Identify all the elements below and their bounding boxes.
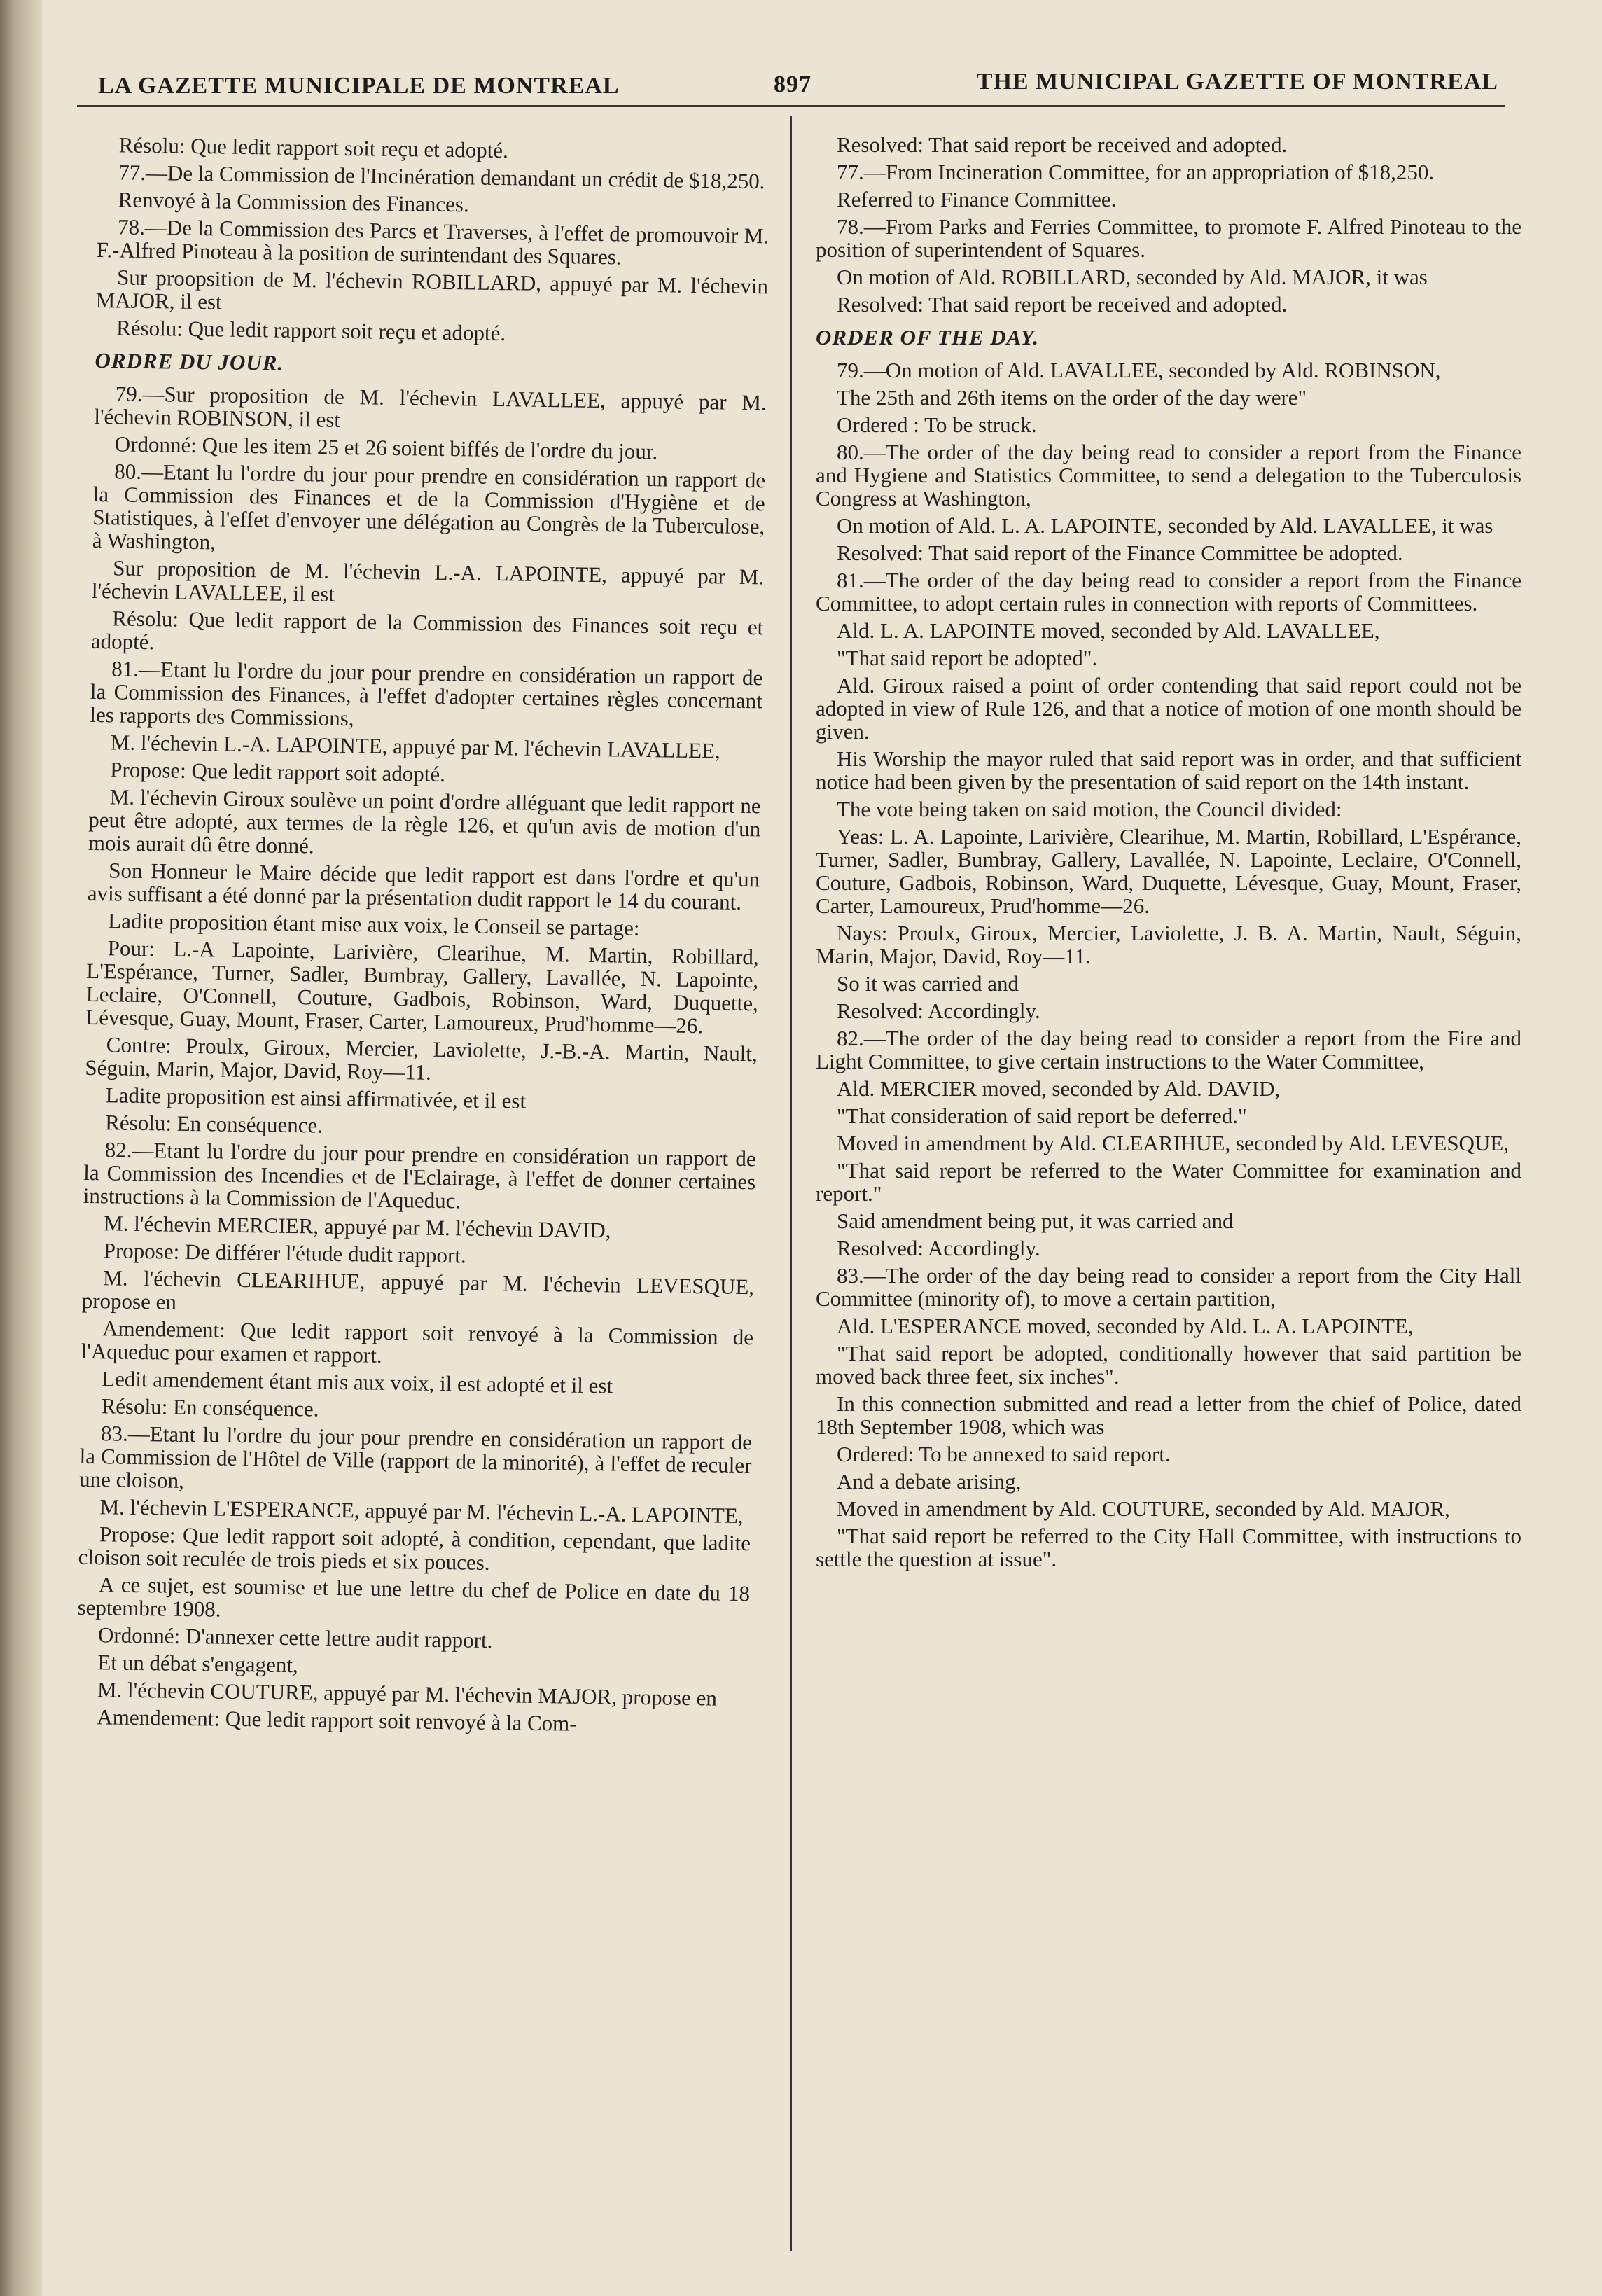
french-paragraph: M. l'échevin Giroux soulève un point d'ordre alléguant que ledit rapport ne peut être adopté, aux termes de la règle 126, et qu'un avis de motion d'un mois aurait dû être donné. (88, 784, 761, 858)
english-paragraph: "That said report be referred to the Water Committee for examination and report." (816, 1158, 1521, 1206)
header-rule (77, 105, 1505, 107)
french-paragraph: 82.—Etant lu l'ordre du jour pour prendre en considération un rapport de la Commission des Incendies et de l'Eclairage, à l'effet de donner certaines instructions à la Commission de l'Aqueduc. (83, 1137, 756, 1213)
english-paragraph: 83.—The order of the day being read to consider a report from the City Hall Committee (minority of), to move a certain partition, (816, 1263, 1521, 1311)
english-paragraph: Ald. L. A. LAPOINTE moved, seconded by Ald. LAVALLEE, (837, 618, 1380, 643)
english-paragraph: In this connection submitted and read a letter from the chief of Police, dated 18th September 1908, which was (816, 1391, 1521, 1439)
english-paragraph: 79.—On motion of Ald. LAVALLEE, seconded by Ald. ROBINSON, (837, 358, 1441, 382)
header-french-title: LA GAZETTE MUNICIPALE DE MONTREAL (98, 73, 620, 99)
english-paragraph: So it was carried and (837, 971, 1019, 996)
english-paragraph: "That consideration of said report be deferred." (837, 1104, 1247, 1128)
french-paragraph: M. l'échevin MERCIER, appuyé par M. l'échevin DAVID, (104, 1211, 611, 1243)
english-paragraph: Referred to Finance Committee. (837, 187, 1117, 211)
french-paragraph: ORDRE DU JOUR. (95, 347, 284, 375)
english-paragraph: 81.—The order of the day being read to consider a report from the Finance Committee, to adopt certain rules in connection with reports of Committees. (816, 568, 1521, 615)
french-paragraph: Renvoyé à la Commission des Finances. (118, 187, 469, 217)
french-paragraph: Ordonné: Que les item 25 et 26 soient biffés de l'ordre du jour. (114, 431, 658, 464)
english-paragraph: Ald. Giroux raised a point of order contending that said report could not be adopted in view of Rule 126, and that a notice of motion of one month should be given. (816, 673, 1521, 744)
english-paragraph: 80.—The order of the day being read to consider a report from the Finance and Hygiene and Statistics Committee, to send a delegation to the Tuberculosis Congress at Washington, (816, 440, 1521, 510)
french-paragraph: Ordonné: D'annexer cette lettre audit rapport. (97, 1622, 493, 1653)
header-english-title: THE MUNICIPAL GAZETTE OF MONTREAL (976, 69, 1498, 95)
english-paragraph: 82.—The order of the day being read to consider a report from the Fire and Light Committee, to give certain instructions to the Water Committee, (816, 1026, 1521, 1073)
french-paragraph: 77.—De la Commission de l'Incinération demandant un crédit de $18,250. (118, 160, 765, 194)
french-paragraph: Résolu: Que ledit rapport soit reçu et adopté. (118, 132, 509, 163)
french-paragraph: Contre: Proulx, Giroux, Mercier, Laviolette, J.-B.-A. Martin, Nault, Séguin, Marin, Major, David, Roy—11. (85, 1032, 758, 1085)
english-paragraph: Resolved: That said report be received and adopted. (837, 132, 1288, 157)
english-paragraph: Said amendment being put, it was carried and (837, 1209, 1234, 1233)
english-column (816, 133, 1521, 1575)
french-paragraph: Amendement: Que ledit rapport soit renvoyé à la Commission de l'Aqueduc pour examen et rapport. (81, 1316, 754, 1368)
english-paragraph: Moved in amendment by Ald. COUTURE, seconded by Ald. MAJOR, (837, 1496, 1450, 1521)
french-paragraph: A ce sujet, est soumise et lue une lettre du chef de Police en date du 18 septembre 1908. (77, 1572, 751, 1622)
english-paragraph: "That said report be adopted". (837, 646, 1098, 670)
french-paragraph: Résolu: Que ledit rapport soit reçu et adopté. (116, 315, 506, 346)
english-paragraph: On motion of Ald. L. A. LAPOINTE, seconded by Ald. LAVALLEE, it was (837, 513, 1493, 538)
english-paragraph: Ald. MERCIER moved, seconded by Ald. DAVID, (837, 1076, 1281, 1101)
french-paragraph: Propose: De différer l'étude dudit rapport. (103, 1238, 467, 1268)
french-paragraph: Ledit amendement étant mis aux voix, il est adopté et il est (101, 1366, 613, 1398)
french-paragraph: M. l'échevin CLEARIHUE, appuyé par M. l'échevin LEVESQUE, propose en (81, 1265, 755, 1314)
english-paragraph: Ordered : To be struck. (837, 412, 1037, 437)
english-paragraph: Resolved: That said report be received and adopted. (837, 292, 1288, 316)
french-paragraph: Et un débat s'engagent, (97, 1650, 298, 1678)
french-paragraph: Propose: Que ledit rapport soit adopté, à condition, cependant, que ladite cloison soit reculée de trois pieds et six pouces. (78, 1522, 751, 1575)
french-paragraph: Son Honneur le Maire décide que ledit rapport est dans l'ordre et qu'un avis suffisant a été donné par la présentation dudit rapport le 14 du courant. (87, 858, 760, 914)
english-paragraph: On motion of Ald. ROBILLARD, seconded by Ald. MAJOR, it was (837, 265, 1428, 289)
english-paragraph: Ordered: To be annexed to said report. (837, 1442, 1171, 1466)
english-paragraph: Resolved: Accordingly. (837, 999, 1040, 1023)
french-paragraph: Résolu: En conséquence. (105, 1110, 323, 1138)
english-paragraph: And a debate arising, (837, 1469, 1022, 1494)
french-paragraph: M. l'échevin L'ESPERANCE, appuyé par M. l'échevin L.-A. LAPOINTE, (99, 1494, 744, 1529)
french-paragraph: 83.—Etant lu l'ordre du jour pour prendre en considération un rapport de la Commission de l'Hôtel de Ville (rapport de la minorité), à l'effet de reculer une cloison, (78, 1421, 753, 1493)
french-column (76, 133, 770, 1741)
english-paragraph: "That said report be referred to the City Hall Committee, with instructions to settle the question at issue". (816, 1524, 1521, 1571)
english-paragraph: Nays: Proulx, Giroux, Mercier, Laviolette, J. B. A. Martin, Nault, Séguin, Marin, Major, David, Roy—11. (816, 921, 1521, 968)
french-paragraph: Pour: L.-A Lapointe, Larivière, Clearihue, M. Martin, Robillard, L'Espérance, Turner, Sadler, Bumbray, Gallery, Lavallée, N. Lapointe, Leclaire, O'Connell, Couture, Gadbois, Robinson, Ward, Duquette, Lévesque, Guay, Mount, Fraser, Carter, Lamoureux, Prud'homme—26. (85, 935, 759, 1038)
column-divider (790, 116, 792, 2251)
english-paragraph: Resolved: Accordingly. (837, 1236, 1040, 1260)
french-paragraph: M. l'échevin COUTURE, appuyé par M. l'échevin MAJOR, propose en (97, 1677, 718, 1711)
english-paragraph: ORDER OF THE DAY. (816, 325, 1040, 349)
english-paragraph: His Worship the mayor ruled that said report was in order, and that sufficient notice had been given by the presentation of said report on the 14th instant. (816, 746, 1521, 794)
french-paragraph: Propose: Que ledit rapport soit adopté. (110, 757, 446, 787)
french-paragraph: 78.—De la Commission des Parcs et Traverses, à l'effet de promouvoir M. F.-Alfred Pinoteau à la position de surintendant des Squares. (96, 214, 769, 270)
english-paragraph: The vote being taken on said motion, the Council divided: (837, 797, 1342, 821)
french-paragraph: 79.—Sur proposition de M. l'échevin LAVALLEE, appuyé par M. l'échevin ROBINSON, il est (94, 381, 767, 432)
french-paragraph: Résolu: En conséquence. (101, 1393, 319, 1421)
french-paragraph: Amendement: Que ledit rapport soit renvoyé à la Com- (97, 1704, 577, 1736)
french-paragraph: Ladite proposition est ainsi affirmativée, et il est (105, 1083, 527, 1113)
english-paragraph: Resolved: That said report of the Finance Committee be adopted. (837, 541, 1403, 565)
english-paragraph: 77.—From Incineration Committee, for an appropriation of $18,250. (837, 160, 1435, 184)
french-paragraph: Résolu: Que ledit rapport de la Commission des Finances soit reçu et adopté. (90, 606, 764, 655)
french-paragraph: M. l'échevin L.-A. LAPOINTE, appuyé par M. l'échevin LAVALLEE, (110, 730, 720, 763)
french-paragraph: Sur proposition de M. l'échevin L.-A. LAPOINTE, appuyé par M. l'échevin LAVALLEE, il est (91, 555, 765, 606)
english-paragraph: 78.—From Parks and Ferries Committee, to promote F. Alfred Pinoteau to the position of superintendent of Squares. (816, 214, 1521, 262)
french-paragraph: 80.—Etant lu l'ordre du jour pour prendre en considération un rapport de la Commission des Finances et de la Commission d'Hygiène et de Statistiques, à l'effet d'envoyer une délégation au Congrès de la Tuberculose, à Washington, (92, 459, 766, 555)
french-paragraph: 81.—Etant lu l'ordre du jour pour prendre en considération un rapport de la Commission des Finances, à l'effet d'adopter certaines règles concernant les rapports des Commissions, (90, 656, 763, 731)
english-paragraph: The 25th and 26th items on the order of the day were" (837, 385, 1307, 410)
page-number: 897 (774, 71, 812, 97)
english-paragraph: Moved in amendment by Ald. CLEARIHUE, seconded by Ald. LEVESQUE, (837, 1131, 1510, 1155)
french-paragraph: Sur proopsition de M. l'échevin ROBILLARD, appuyé par M. l'échevin MAJOR, il est (95, 265, 769, 314)
english-paragraph: Ald. L'ESPERANCE moved, seconded by Ald. L. A. LAPOINTE, (837, 1314, 1414, 1338)
english-paragraph: Yeas: L. A. Lapointe, Larivière, Clearihue, M. Martin, Robillard, L'Espérance, Turner, Sadler, Bumbray, Gallery, Lavallée, N. Lapointe, Leclaire, O'Connell, Couture, Gadbois, Robinson, Ward, Duquette, Lévesque, Guay, Mount, Fraser, Carter, Lamoureux, Prud'homme—26. (816, 824, 1521, 918)
french-paragraph: Ladite proposition étant mise aux voix, le Conseil se partage: (108, 908, 640, 940)
book-spine-shadow (0, 0, 42, 2296)
english-paragraph: "That said report be adopted, conditionally however that said partition be moved back three feet, six inches". (816, 1341, 1521, 1389)
